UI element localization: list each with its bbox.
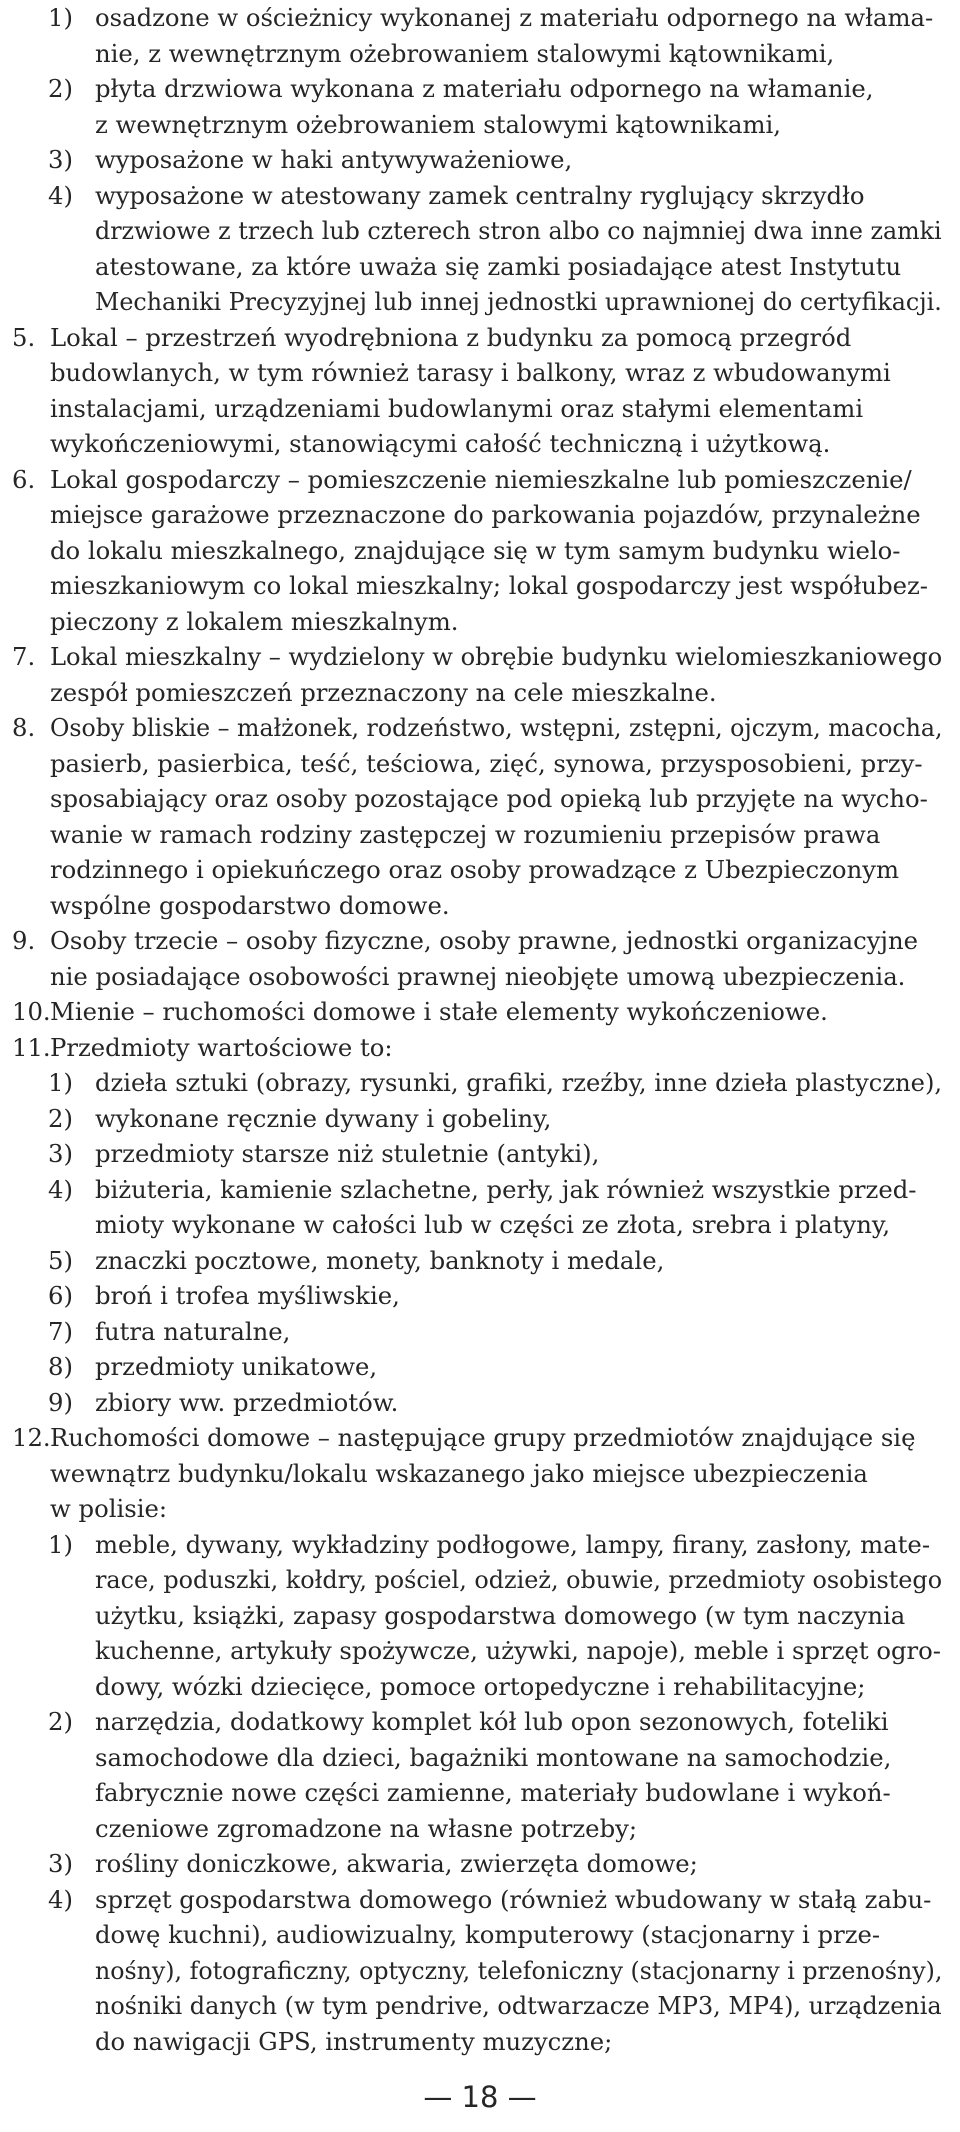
line-text: Osoby bliskie – małżonek, rodzeństwo, wstępni, zstępni, ojczym, macocha, [50, 713, 943, 742]
text-line [12, 1740, 952, 1776]
text-line [12, 71, 952, 107]
text-line [12, 391, 952, 427]
text-line [12, 533, 952, 569]
line-text: instalacjami, urządzeniami budowlanymi oraz stałymi elementami [50, 393, 864, 423]
line-text: pasierb, pasierbica, teść, teściowa, zięć, synowa, przysposobieni, przy- [50, 748, 923, 778]
line-text: futra naturalne, [95, 1316, 291, 1346]
line-text: znaczki pocztowe, monety, banknoty i medale, [95, 1245, 665, 1275]
line-text: nośniki danych (w tym pendrive, odtwarzacze MP3, MP4), urządzenia [95, 1991, 942, 2020]
line-text: osadzone w ościeżnicy wykonanej z materiału odpornego na włama- [95, 3, 934, 32]
text-line [12, 355, 952, 391]
text-line [12, 1917, 952, 1953]
line-text: miejsce garażowe przeznaczone do parkowania pojazdów, przynależne [50, 500, 921, 529]
item-number: 11. [12, 1032, 51, 1062]
text-line [12, 604, 952, 640]
line-text: fabrycznie nowe części zamienne, materiały budowlane i wykoń- [95, 1778, 891, 1807]
line-text: dzieła sztuki (obrazy, rysunki, grafiki, rzeźby, inne dzieła plastyczne), [95, 1068, 943, 1097]
text-line [12, 817, 952, 853]
line-text: wykończeniowymi, stanowiącymi całość techniczną i użytkową. [50, 429, 831, 458]
line-text: płyta drzwiowa wykonana z materiału odpornego na włamanie, [95, 74, 874, 103]
text-line [12, 1207, 952, 1243]
text-line [12, 462, 952, 498]
text-line [12, 888, 952, 924]
line-text: Mienie – ruchomości domowe i stałe elementy wykończeniowe. [50, 997, 828, 1026]
line-text: Mechaniki Precyzyjnej lub innej jednostki uprawnionej do certyfikacji. [95, 287, 942, 316]
text-line [12, 1988, 952, 2024]
text-line [12, 1278, 952, 1314]
text-line [12, 1669, 952, 1705]
text-line [12, 1136, 952, 1172]
line-text: dowy, wózki dziecięce, pomoce ortopedyczne i rehabilitacyjne; [95, 1671, 866, 1701]
line-text: samochodowe dla dzieci, bagażniki montowane na samochodzie, [95, 1742, 892, 1772]
line-text: Lokal gospodarczy – pomieszczenie niemieszkalne lub pomieszczenie/ [50, 464, 912, 494]
text-line [12, 568, 952, 604]
item-number: 12. [12, 1423, 51, 1452]
text-line [12, 1101, 952, 1137]
line-text: broń i trofea myśliwskie, [95, 1281, 400, 1310]
text-line [12, 923, 952, 959]
item-number: 5. [12, 322, 36, 352]
line-text: w polisie: [50, 1494, 168, 1523]
line-text: zespół pomieszczeń przeznaczony na cele mieszkalne. [50, 677, 717, 707]
text-line [12, 1598, 952, 1634]
line-text: przedmioty starsze niż stuletnie (antyki), [95, 1139, 600, 1168]
text-line [12, 1030, 952, 1066]
line-text: nie posiadające osobowości prawnej nieobjęte umową ubezpieczenia. [50, 961, 906, 991]
text-line [12, 142, 952, 178]
line-text: wanie w ramach rodziny zastępczej w rozumieniu przepisów prawa [50, 819, 881, 849]
line-text: meble, dywany, wykładziny podłogowe, lampy, firany, zasłony, mate- [95, 1529, 931, 1559]
line-text: narzędzia, dodatkowy komplet kół lub opon sezonowych, foteliki [95, 1707, 889, 1736]
line-text: wspólne gospodarstwo domowe. [50, 890, 450, 920]
line-text: do lokalu mieszkalnego, znajdujące się w tym samym budynku wielo- [50, 535, 901, 565]
line-text: Ruchomości domowe – następujące grupy przedmiotów znajdujące się [50, 1423, 916, 1452]
text-line [12, 1527, 952, 1563]
text-line [12, 213, 952, 249]
text-line [12, 1633, 952, 1669]
line-text: użytku, książki, zapasy gospodarstwa domowego (w tym naczynia [95, 1600, 906, 1630]
line-text: drzwiowe z trzech lub czterech stron albo co najmniej dwa inne zamki [95, 216, 942, 245]
text-line [12, 0, 952, 36]
text-line [12, 1349, 952, 1385]
text-line [12, 1385, 952, 1421]
line-text: atestowane, za które uważa się zamki posiadające atest Instytutu [95, 251, 902, 281]
item-number: 7. [12, 642, 36, 671]
text-line [12, 781, 952, 817]
item-number: 10. [12, 997, 51, 1026]
subitem-number: 4) [48, 1884, 73, 1914]
subitem-number: 1) [48, 3, 73, 32]
subitem-number: 4) [48, 1174, 73, 1204]
item-number: 6. [12, 464, 36, 494]
text-line [12, 1314, 952, 1350]
text-line [12, 2024, 952, 2060]
line-text: biżuteria, kamienie szlachetne, perły, jak również wszystkie przed- [95, 1174, 917, 1204]
item-number: 8. [12, 713, 36, 742]
document-body [12, 0, 952, 2059]
text-line [12, 1172, 952, 1208]
text-line [12, 959, 952, 995]
line-text: przedmioty unikatowe, [95, 1352, 378, 1381]
subitem-number: 9) [48, 1387, 73, 1417]
line-text: wewnątrz budynku/lokalu wskazanego jako miejsce ubezpieczenia [50, 1458, 868, 1488]
text-line [12, 994, 952, 1030]
subitem-number: 5) [48, 1245, 73, 1275]
line-text: sposabiający oraz osoby pozostające pod opieką lub przyjęte na wycho- [50, 784, 928, 813]
subitem-number: 2) [48, 1103, 73, 1133]
text-line [12, 497, 952, 533]
text-line [12, 675, 952, 711]
line-text: czeniowe zgromadzone na własne potrzeby; [95, 1813, 638, 1843]
text-line [12, 1704, 952, 1740]
line-text: rośliny doniczkowe, akwaria, zwierzęta domowe; [95, 1849, 698, 1878]
text-line [12, 746, 952, 782]
line-text: wyposażone w haki antywyważeniowe, [95, 145, 573, 174]
subitem-number: 3) [48, 145, 73, 174]
text-line [12, 178, 952, 214]
line-text: rodzinnego i opiekuńczego oraz osoby prowadzące z Ubezpieczonym [50, 855, 899, 884]
item-number: 9. [12, 926, 36, 955]
text-line [12, 249, 952, 285]
text-line [12, 1775, 952, 1811]
line-text: wyposażone w atestowany zamek centralny ryglujący skrzydło [95, 180, 865, 210]
line-text: nośny), fotograficzny, optyczny, telefoniczny (stacjonarny i przenośny), [95, 1955, 943, 1985]
line-text: sprzęt gospodarstwa domowego (również wbudowany w stałą zabu- [95, 1884, 932, 1914]
text-line [12, 320, 952, 356]
line-text: pieczony z lokalem mieszkalnym. [50, 606, 459, 636]
line-text: kuchenne, artykuły spożywcze, używki, napoje), meble i sprzęt ogro- [95, 1636, 941, 1665]
subitem-number: 1) [48, 1529, 73, 1559]
subitem-number: 7) [48, 1316, 73, 1346]
line-text: budowlanych, w tym również tarasy i balkony, wraz z wbudowanymi [50, 358, 891, 387]
line-text: Przedmioty wartościowe to: [50, 1032, 393, 1062]
text-line [12, 710, 952, 746]
page-number: — 18 — [423, 2080, 537, 2114]
subitem-number: 4) [48, 180, 73, 210]
text-line [12, 1562, 952, 1598]
text-line [12, 1491, 952, 1527]
line-text: mioty wykonane w całości lub w części ze złota, srebra i platyny, [95, 1210, 891, 1239]
subitem-number: 3) [48, 1139, 73, 1168]
line-text: zbiory ww. przedmiotów. [95, 1387, 399, 1417]
subitem-number: 6) [48, 1281, 73, 1310]
text-line [12, 1811, 952, 1847]
text-line [12, 639, 952, 675]
line-text: z wewnętrznym ożebrowaniem stalowymi kątownikami, [95, 109, 782, 139]
line-text: Osoby trzecie – osoby fizyczne, osoby prawne, jednostki organizacyjne [50, 926, 918, 955]
text-line [12, 107, 952, 143]
line-text: dowę kuchni), audiowizualny, komputerowy (stacjonarny i prze- [95, 1920, 881, 1949]
text-line [12, 1065, 952, 1101]
text-line [12, 1882, 952, 1918]
line-text: race, poduszki, kołdry, pościel, odzież, obuwie, przedmioty osobistego [95, 1565, 943, 1594]
text-line [12, 284, 952, 320]
line-text: nie, z wewnętrznym ożebrowaniem stalowymi kątownikami, [95, 38, 835, 68]
subitem-number: 2) [48, 1707, 73, 1736]
text-line [12, 426, 952, 462]
line-text: do nawigacji GPS, instrumenty muzyczne; [95, 2026, 613, 2056]
subitem-number: 8) [48, 1352, 73, 1381]
subitem-number: 3) [48, 1849, 73, 1878]
text-line [12, 1953, 952, 1989]
subitem-number: 1) [48, 1068, 73, 1097]
text-line [12, 1243, 952, 1279]
line-text: Lokal mieszkalny – wydzielony w obrębie budynku wielomieszkaniowego [50, 642, 943, 671]
subitem-number: 2) [48, 74, 73, 103]
text-line [12, 36, 952, 72]
text-line [12, 1846, 952, 1882]
text-line [12, 1456, 952, 1492]
line-text: wykonane ręcznie dywany i gobeliny, [95, 1103, 552, 1133]
line-text: Lokal – przestrzeń wyodrębniona z budynku za pomocą przegród [50, 322, 852, 352]
line-text: mieszkaniowym co lokal mieszkalny; lokal gospodarczy jest współubez- [50, 571, 929, 600]
text-line [12, 1420, 952, 1456]
text-line [12, 852, 952, 888]
